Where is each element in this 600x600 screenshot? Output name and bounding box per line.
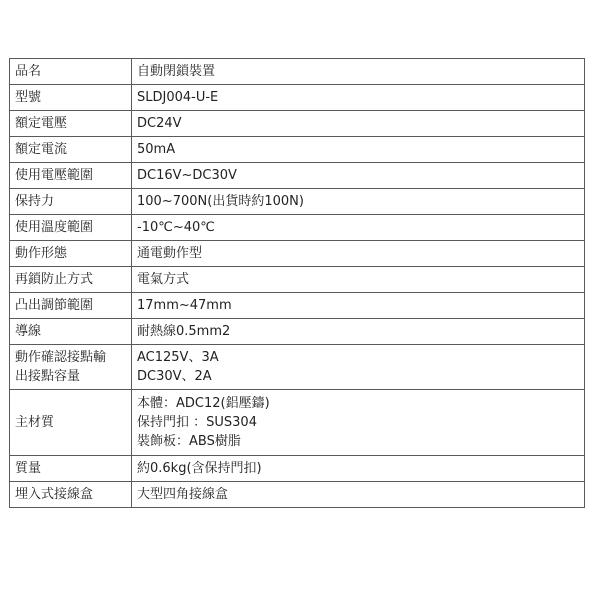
- spec-value: 耐熱線0.5mm2: [132, 319, 585, 345]
- spec-value: 自動閉鎖裝置: [132, 59, 585, 85]
- spec-table: [9, 58, 585, 508]
- spec-value: SLDJ004-U-E: [132, 85, 585, 111]
- spec-label: 再鎖防止方式: [10, 267, 132, 293]
- spec-label: 凸出調節範圍: [10, 293, 132, 319]
- spec-label: 使用溫度範圍: [10, 215, 132, 241]
- table-row: [10, 215, 585, 241]
- table-row: [10, 293, 585, 319]
- spec-value: 50mA: [132, 137, 585, 163]
- table-row: [10, 137, 585, 163]
- spec-value: AC125V、3A DC30V、2A: [132, 345, 585, 390]
- spec-value: DC24V: [132, 111, 585, 137]
- table-row: [10, 482, 585, 508]
- spec-label: 主材質: [10, 390, 132, 456]
- spec-label: 額定電壓: [10, 111, 132, 137]
- spec-value: 本體：ADC12(鋁壓鑄) 保持門扣 ：SUS304 裝飾板：ABS樹脂: [132, 390, 585, 456]
- table-row: [10, 390, 585, 456]
- table-row: [10, 456, 585, 482]
- spec-label: 質量: [10, 456, 132, 482]
- spec-value: DC16V~DC30V: [132, 163, 585, 189]
- table-row: [10, 59, 585, 85]
- spec-label: 額定電流: [10, 137, 132, 163]
- table-row: [10, 111, 585, 137]
- spec-value: 大型四角接線盒: [132, 482, 585, 508]
- table-row: [10, 319, 585, 345]
- spec-label: 保持力: [10, 189, 132, 215]
- spec-value: 約0.6kg(含保持門扣): [132, 456, 585, 482]
- spec-label: 動作形態: [10, 241, 132, 267]
- spec-label: 使用電壓範圍: [10, 163, 132, 189]
- table-row: [10, 163, 585, 189]
- spec-value: 電氣方式: [132, 267, 585, 293]
- spec-label: 埋入式接線盒: [10, 482, 132, 508]
- spec-value: 通電動作型: [132, 241, 585, 267]
- spec-label: 動作確認接點輸 出接點容量: [10, 345, 132, 390]
- spec-label: 品名: [10, 59, 132, 85]
- spec-label: 型號: [10, 85, 132, 111]
- table-row: [10, 85, 585, 111]
- table-row: [10, 241, 585, 267]
- table-row: [10, 267, 585, 293]
- table-row: [10, 345, 585, 390]
- spec-label: 導線: [10, 319, 132, 345]
- spec-value: 17mm~47mm: [132, 293, 585, 319]
- table-row: [10, 189, 585, 215]
- spec-value: 100~700N(出貨時約100N): [132, 189, 585, 215]
- spec-value: -10℃~40℃: [132, 215, 585, 241]
